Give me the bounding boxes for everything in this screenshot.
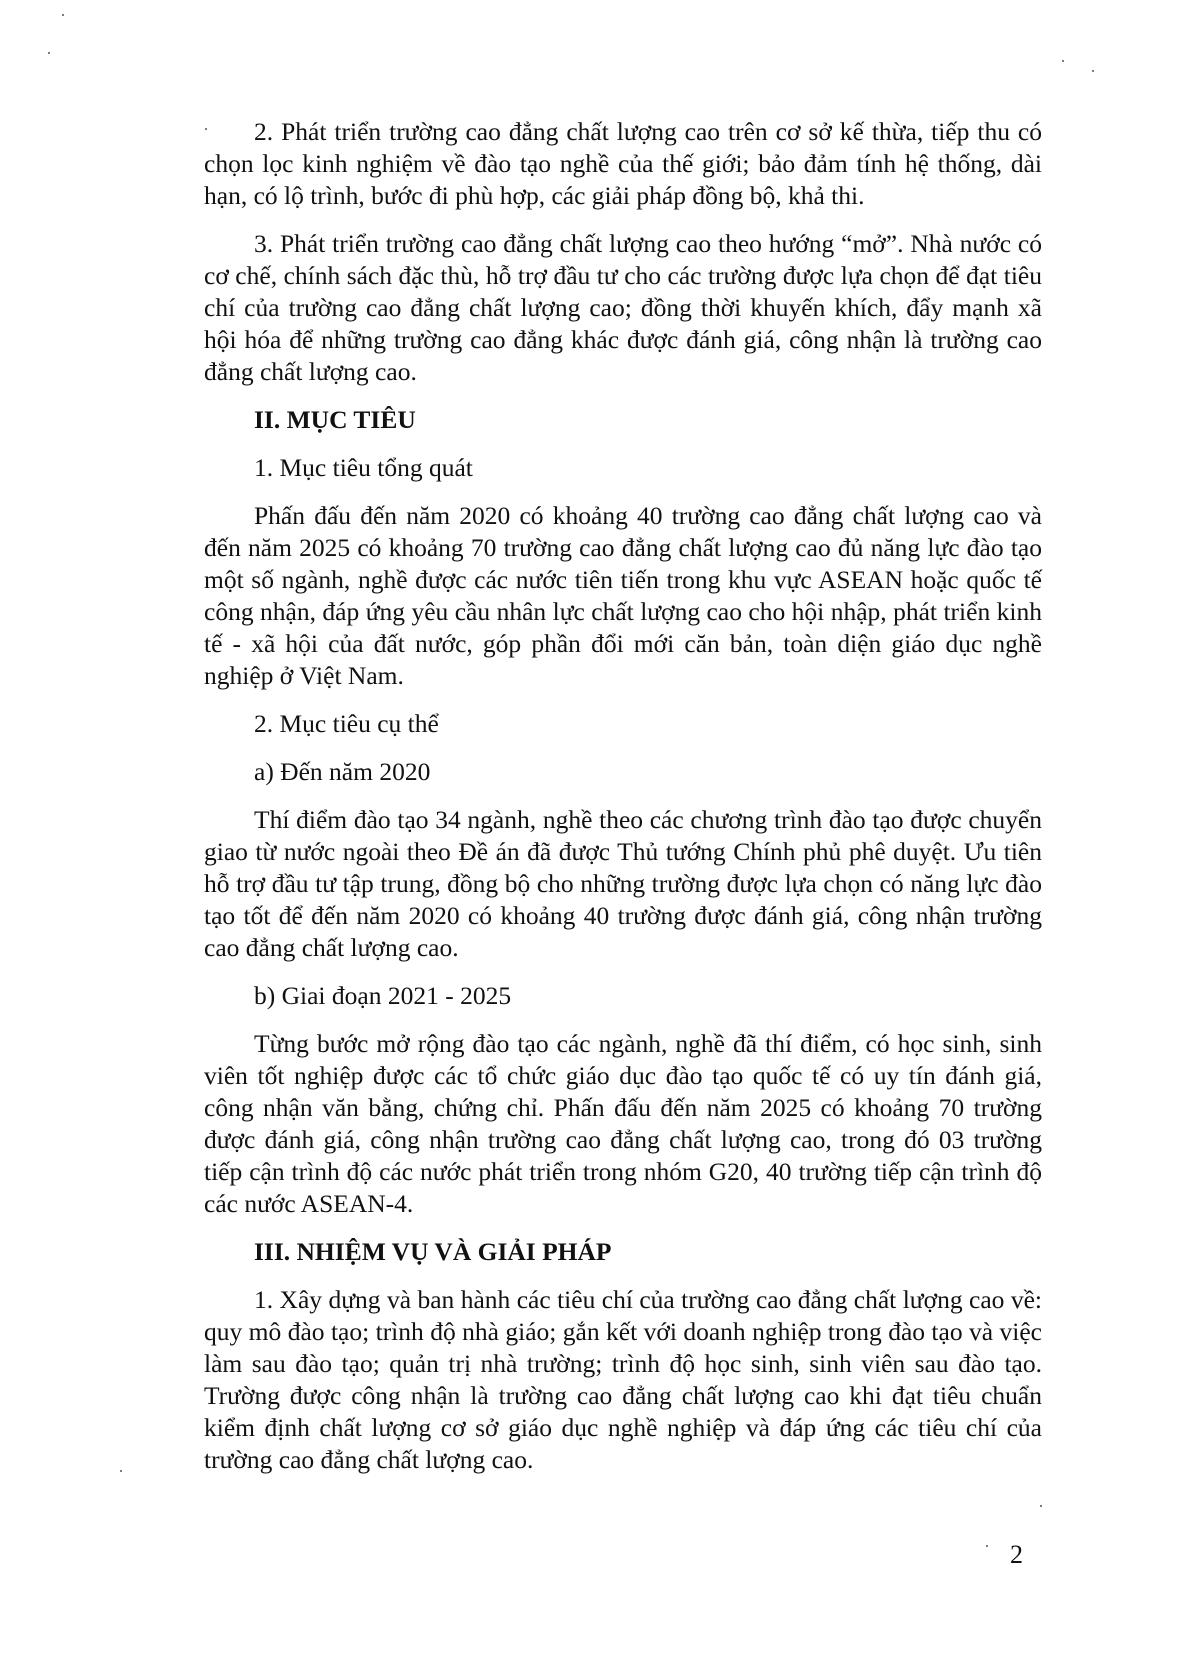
subheading-general-objective: 1. Mục tiêu tổng quát bbox=[254, 453, 473, 482]
scan-speck bbox=[62, 14, 64, 16]
section-heading-tasks-solutions: III. NHIỆM VỤ VÀ GIẢI PHÁP bbox=[254, 1237, 612, 1266]
page-number: 2 bbox=[1010, 1540, 1023, 1569]
subheading-specific-objectives: 2. Mục tiêu cụ thể bbox=[254, 709, 439, 738]
scan-speck bbox=[1092, 70, 1094, 72]
section-heading-objectives: II. MỤC TIÊU bbox=[254, 405, 416, 434]
paragraph-task-1: 1. Xây dựng và ban hành các tiêu chí của trường cao đẳng chất lượng cao về: quy mô đào tạo; trình độ nhà giáo; gắn kết với doanh nghiệp trong đào tạo và việc làm sau đào tạo; quản trị nhà trường; trình độ học sinh, sinh viên sau đào tạo. Trường được công nhận là trường cao đẳng chất lượng cao khi đạt tiêu chuẩn kiểm định chất lượng cơ sở giáo dục nghề nghiệp và đáp ứng các tiêu chí của trường cao đẳng chất lượng cao. bbox=[204, 1285, 1042, 1474]
paragraph-principle-2: 2. Phát triển trường cao đẳng chất lượng cao trên cơ sở kế thừa, tiếp thu có chọn lọc kinh nghiệm về đào tạo nghề của thế giới; bảo đảm tính hệ thống, dài hạn, có lộ trình, bước đi phù hợp, các giải pháp đồng bộ, khả thi. bbox=[204, 117, 1042, 210]
paragraph-principle-3: 3. Phát triển trường cao đẳng chất lượng cao theo hướng “mở”. Nhà nước có cơ chế, chính sách đặc thù, hỗ trợ đầu tư cho các trường được lựa chọn để đạt tiêu chí của trường cao đẳng chất lượng cao; đồng thời khuyến khích, đẩy mạnh xã hội hóa để những trường cao đẳng khác được đánh giá, công nhận là trường cao đẳng chất lượng cao. bbox=[204, 229, 1042, 386]
scan-speck bbox=[48, 52, 50, 54]
subheading-by-2020: a) Đến năm 2020 bbox=[254, 757, 431, 786]
scan-speck bbox=[1040, 1505, 1042, 1507]
paragraph-general-objective: Phấn đấu đến năm 2020 có khoảng 40 trường cao đẳng chất lượng cao và đến năm 2025 có khoảng 70 trường cao đẳng chất lượng cao đủ năng lực đào tạo một số ngành, nghề được các nước tiên tiến trong khu vực ASEAN hoặc quốc tế công nhận, đáp ứng yêu cầu nhân lực chất lượng cao cho hội nhập, phát triển kinh tế - xã hội của đất nước, góp phần đổi mới căn bản, toàn diện giáo dục nghề nghiệp ở Việt Nam. bbox=[204, 501, 1042, 690]
scan-speck bbox=[1062, 60, 1064, 62]
subheading-2021-2025: b) Giai đoạn 2021 - 2025 bbox=[254, 981, 512, 1010]
page-content bbox=[204, 116, 1042, 1492]
paragraph-by-2020: Thí điểm đào tạo 34 ngành, nghề theo các chương trình đào tạo được chuyển giao từ nước ngoài theo Đề án đã được Thủ tướng Chính phủ phê duyệt. Ưu tiên hỗ trợ đầu tư tập trung, đồng bộ cho những trường được lựa chọn có năng lực đào tạo tốt để đến năm 2020 có khoảng 40 trường được đánh giá, công nhận trường cao đẳng chất lượng cao. bbox=[204, 805, 1042, 962]
scan-speck bbox=[205, 128, 207, 130]
scan-speck bbox=[120, 1470, 122, 1472]
paragraph-2021-2025: Từng bước mở rộng đào tạo các ngành, nghề đã thí điểm, có học sinh, sinh viên tốt nghiệp được các tổ chức giáo dục đào tạo quốc tế có uy tín đánh giá, công nhận văn bằng, chứng chỉ. Phấn đấu đến năm 2025 có khoảng 70 trường được đánh giá, công nhận trường cao đẳng chất lượng cao, trong đó 03 trường tiếp cận trình độ các nước phát triển trong nhóm G20, 40 trường tiếp cận trình độ các nước ASEAN-4. bbox=[204, 1029, 1042, 1218]
scan-speck bbox=[986, 1545, 988, 1547]
